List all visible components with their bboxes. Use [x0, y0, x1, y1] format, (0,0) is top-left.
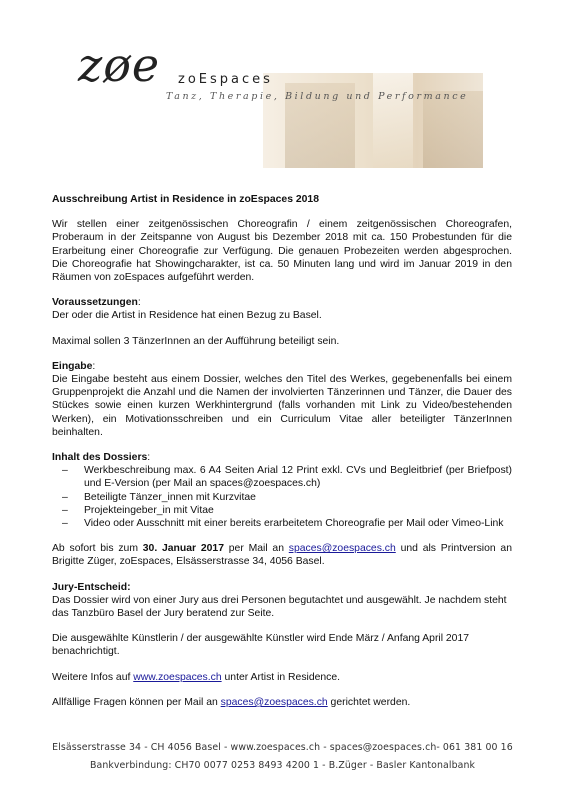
heading-colon: : — [147, 452, 151, 464]
logo-tagline: Tanz, Therapie, Bildung und Performance — [166, 91, 469, 102]
deadline-mid: per Mail an — [223, 543, 289, 555]
list-item: – Projekteingeber_in mit Vitae — [52, 504, 512, 517]
voraussetzungen-text: Der oder die Artist in Residence hat einen Bezug zu Basel. — [52, 310, 322, 322]
heading-colon: : — [137, 297, 141, 309]
list-item: – Beteiligte Tänzer_innen mit Kurzvitae — [52, 491, 512, 504]
header-photo — [263, 73, 483, 168]
announcement-paragraph: Die ausgewählte Künstlerin / der ausgewählte Künstler wird Ende März / Anfang April 2017 benachrichtigt. — [52, 633, 470, 658]
email-link[interactable]: spaces@zoespaces.ch — [220, 696, 328, 708]
jury-section — [52, 581, 512, 621]
logo-name: zoEspaces — [178, 72, 273, 87]
footer-bank: Bankverbindung: CH70 0077 0253 8493 4200 1 - B.Züger - Basler Kantonalbank — [89, 760, 476, 771]
logo-mark: zøe — [78, 38, 161, 92]
list-item: – Werkbeschreibung max. 6 A4 Seiten Arial 12 Print exkl. CVs und Begleitbrief (per Briefpost) und E-Version (per Mail an spaces@zoespaces.ch) — [52, 464, 512, 490]
questions-post: gerichtet werden. — [327, 696, 411, 708]
info-paragraph — [52, 671, 512, 684]
info-post: unter Artist in Residence. — [221, 671, 341, 683]
dossier-heading: Inhalt des Dossiers — [52, 452, 148, 464]
footer-address: Elsässerstrasse 34 - CH 4056 Basel - www.zoespaces.ch - spaces@zoespaces.ch- 061 381 00 16 — [52, 742, 513, 753]
deadline-date: 30. Januar 2017 — [142, 543, 224, 555]
voraussetzungen-section — [52, 296, 512, 322]
email-link[interactable]: spaces@zoespaces.ch — [288, 543, 396, 555]
info-pre: Weitere Infos auf — [52, 671, 134, 683]
website-link[interactable]: www.zoespaces.ch — [133, 671, 222, 683]
voraussetzungen-heading: Voraussetzungen — [52, 297, 138, 309]
questions-paragraph — [52, 696, 512, 709]
jury-heading: Jury-Entscheid: — [52, 581, 131, 593]
dossier-section — [52, 451, 512, 530]
deadline-paragraph — [52, 542, 512, 568]
intro-paragraph: Wir stellen einer zeitgenössischen Choreografin / einem zeitgenössischen Choreografen, Proberaum in der Zeitspanne von August bis Dezember 2018 mit ca. 150 Probestunden für die Erarbeitung einer Choreografie zur Verfügung. Die genauen Probezeiten werden abgesprochen. Die Choreografie hat Showingcharakter, ist ca. 50 Minuten lang und wird im Januar 2019 in den Räumen von zoEspaces aufgeführt werden. — [52, 219, 512, 284]
eingabe-text: Die Eingabe besteht aus einem Dossier, welches den Titel des Werkes, gegebenenfalls bei einem Gruppenprojekt die Anzahl und die Namen der involvierten Tänzerinnen und Tänzer, die Dauer des Stückes sowie einen kurzen Werkhintergrund (falls vorhanden mit Link zu Video/bestehenden Werken), ein Motivationsschreiben und ein Curriculum Vitae aller beteiligter TänzerInnen beinhalten. — [52, 374, 512, 438]
deadline-pre: Ab sofort bis zum — [52, 543, 143, 555]
photo-shape — [373, 73, 413, 168]
dossier-list — [52, 464, 512, 530]
jury-text: Das Dossier wird von einer Jury aus drei Personen begutachtet und ausgewählt. Je nachdem steht das Tanzbüro Basel der Jury beratend zur Seite. — [52, 594, 507, 620]
photo-shape — [423, 91, 483, 168]
document-body — [52, 193, 512, 721]
deadline-post: und als Printversion an Brigitte Züger, zoEspaces, Elsässerstrasse 34, 4056 Basel. — [52, 543, 512, 568]
eingabe-heading: Eingabe — [52, 360, 93, 372]
voraussetzungen-text2: Maximal sollen 3 TänzerInnen an der Aufführung beteiligt sein. — [52, 335, 340, 347]
eingabe-section — [52, 360, 512, 439]
document-title: Ausschreibung Artist in Residence in zoEspaces 2018 — [52, 194, 319, 205]
heading-colon: : — [92, 360, 96, 372]
list-item: – Video oder Ausschnitt mit einer bereits erarbeitetem Choreografie per Mail oder Vimeo-Link — [52, 517, 512, 530]
questions-pre: Allfällige Fragen können per Mail an — [52, 696, 221, 708]
